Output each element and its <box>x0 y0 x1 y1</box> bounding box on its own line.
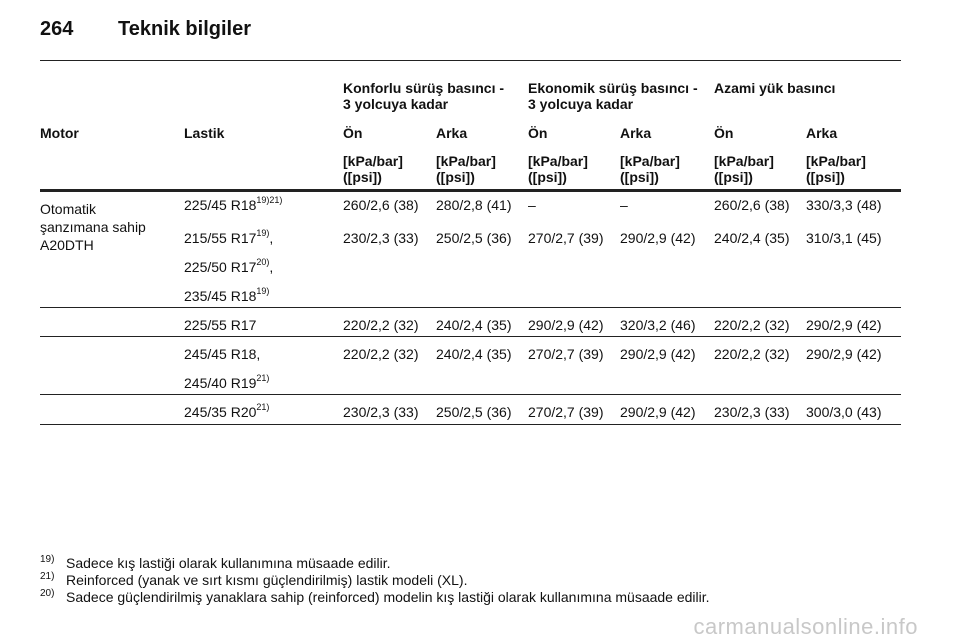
header-unit: ([psi]) <box>343 169 382 185</box>
pressure-value: 260/2,6 (38) <box>714 197 790 213</box>
tyre-size: 245/40 R19$^{21)}$ <box>184 373 270 391</box>
page-header <box>40 18 251 41</box>
footnote-ref: 20) <box>256 257 270 268</box>
footnote-ref: 19)21) <box>256 195 283 206</box>
pressure-value: 230/2,3 (33) <box>343 404 419 420</box>
pressure-value: 290/2,9 (42) <box>806 317 882 333</box>
pressure-value: 220/2,2 (32) <box>714 346 790 362</box>
header-unit: [kPa/bar] <box>620 153 680 169</box>
pressure-value: 300/3,0 (43) <box>806 404 882 420</box>
pressure-value: 240/2,4 (35) <box>714 230 790 246</box>
header-unit: [kPa/bar] <box>806 153 866 169</box>
header-position: Ön <box>714 125 734 141</box>
pressure-value: 320/3,2 (46) <box>620 317 696 333</box>
footnote-ref: 21) <box>256 402 270 413</box>
tyre-size: 215/55 R17$^{19)}$, <box>184 228 274 246</box>
group-header: Ekonomik sürüş basıncı - <box>528 80 698 96</box>
footnote-ref: 21) <box>256 373 270 384</box>
tyre-size: 235/45 R18$^{19)}$ <box>184 286 270 304</box>
footnote <box>40 572 467 588</box>
tyre-size: 245/45 R18, <box>184 346 261 362</box>
motor-cell: şanzımana sahip <box>40 219 146 235</box>
footnote-text: Reinforced (yanak ve sırt kısmı güçlendirilmiş) lastik modeli (XL). <box>66 572 468 588</box>
pressure-value: 330/3,3 (48) <box>806 197 882 213</box>
pressure-value: 220/2,2 (32) <box>714 317 790 333</box>
header-unit: [kPa/bar] <box>714 153 774 169</box>
pressure-value: 240/2,4 (35) <box>436 346 512 362</box>
pressure-value: – <box>528 197 536 213</box>
motor-cell: A20DTH <box>40 237 94 253</box>
pressure-value: 250/2,5 (36) <box>436 230 512 246</box>
pressure-value: 220/2,2 (32) <box>343 346 419 362</box>
tyre-size: 225/50 R17$^{20)}$, <box>184 257 274 275</box>
group-header: 3 yolcuya kadar <box>343 96 449 112</box>
page-title: Teknik bilgiler <box>118 18 251 40</box>
group-header: Konforlu sürüş basıncı - <box>343 80 505 96</box>
table-rule <box>40 424 901 425</box>
group-header: 3 yolcuya kadar <box>528 96 634 112</box>
table-rule <box>40 307 901 308</box>
footnote <box>40 555 391 571</box>
footnote-ref: 19) <box>256 228 270 239</box>
tyre-size: 245/35 R20$^{21)}$ <box>184 402 270 420</box>
pressure-value: 250/2,5 (36) <box>436 404 512 420</box>
header-position: Arka <box>620 125 652 141</box>
pressure-value: 290/2,9 (42) <box>620 346 696 362</box>
pressure-value: 290/2,9 (42) <box>806 346 882 362</box>
footnote-text: Sadece kış lastiği olarak kullanımına müsaade edilir. <box>66 555 391 571</box>
header-lastik: Lastik <box>184 125 225 141</box>
header-rule <box>40 60 901 61</box>
pressure-value: 230/2,3 (33) <box>714 404 790 420</box>
header-unit: ([psi]) <box>714 169 753 185</box>
watermark: carmanualsonline.info <box>693 614 918 639</box>
footnote <box>40 589 710 605</box>
header-motor: Motor <box>40 125 79 141</box>
pressure-value: 260/2,6 (38) <box>343 197 419 213</box>
pressure-value: 270/2,7 (39) <box>528 404 604 420</box>
pressure-value: 240/2,4 (35) <box>436 317 512 333</box>
header-unit: ([psi]) <box>620 169 659 185</box>
header-unit: [kPa/bar] <box>436 153 496 169</box>
footnote-mark: 21) <box>40 571 55 582</box>
footnote-text: Sadece güçlendirilmiş yanaklara sahip (reinforced) modelin kış lastiği olarak kullanımına müsaade edilir. <box>66 589 710 605</box>
footnote-ref: 19) <box>256 286 270 297</box>
header-unit: [kPa/bar] <box>343 153 403 169</box>
header-position: Ön <box>343 125 363 141</box>
tyre-size: 225/55 R17 <box>184 317 257 333</box>
header-position: Ön <box>528 125 548 141</box>
footnote-mark: 20) <box>40 588 55 599</box>
header-unit: ([psi]) <box>528 169 567 185</box>
pressure-value: 270/2,7 (39) <box>528 346 604 362</box>
header-position: Arka <box>436 125 468 141</box>
pressure-value: 310/3,1 (45) <box>806 230 882 246</box>
pressure-value: 290/2,9 (42) <box>620 230 696 246</box>
pressure-value: 220/2,2 (32) <box>343 317 419 333</box>
table-rule <box>40 336 901 337</box>
header-unit: ([psi]) <box>806 169 845 185</box>
footnote-mark: 19) <box>40 554 55 565</box>
tyre-size: 225/45 $R18^{19)21)}$ <box>184 195 283 213</box>
pressure-value: 280/2,8 (41) <box>436 197 512 213</box>
page-number: 264 <box>40 18 74 40</box>
group-header: Azami yük basıncı <box>714 80 836 96</box>
table-rule <box>40 394 901 395</box>
table-rule <box>40 189 901 192</box>
pressure-value: 290/2,9 (42) <box>620 404 696 420</box>
pressure-value: 230/2,3 (33) <box>343 230 419 246</box>
header-unit: ([psi]) <box>436 169 475 185</box>
pressure-value: – <box>620 197 628 213</box>
pressure-value: 270/2,7 (39) <box>528 230 604 246</box>
header-unit: [kPa/bar] <box>528 153 588 169</box>
motor-cell: Otomatik <box>40 201 97 217</box>
pressure-value: 290/2,9 (42) <box>528 317 604 333</box>
header-position: Arka <box>806 125 838 141</box>
